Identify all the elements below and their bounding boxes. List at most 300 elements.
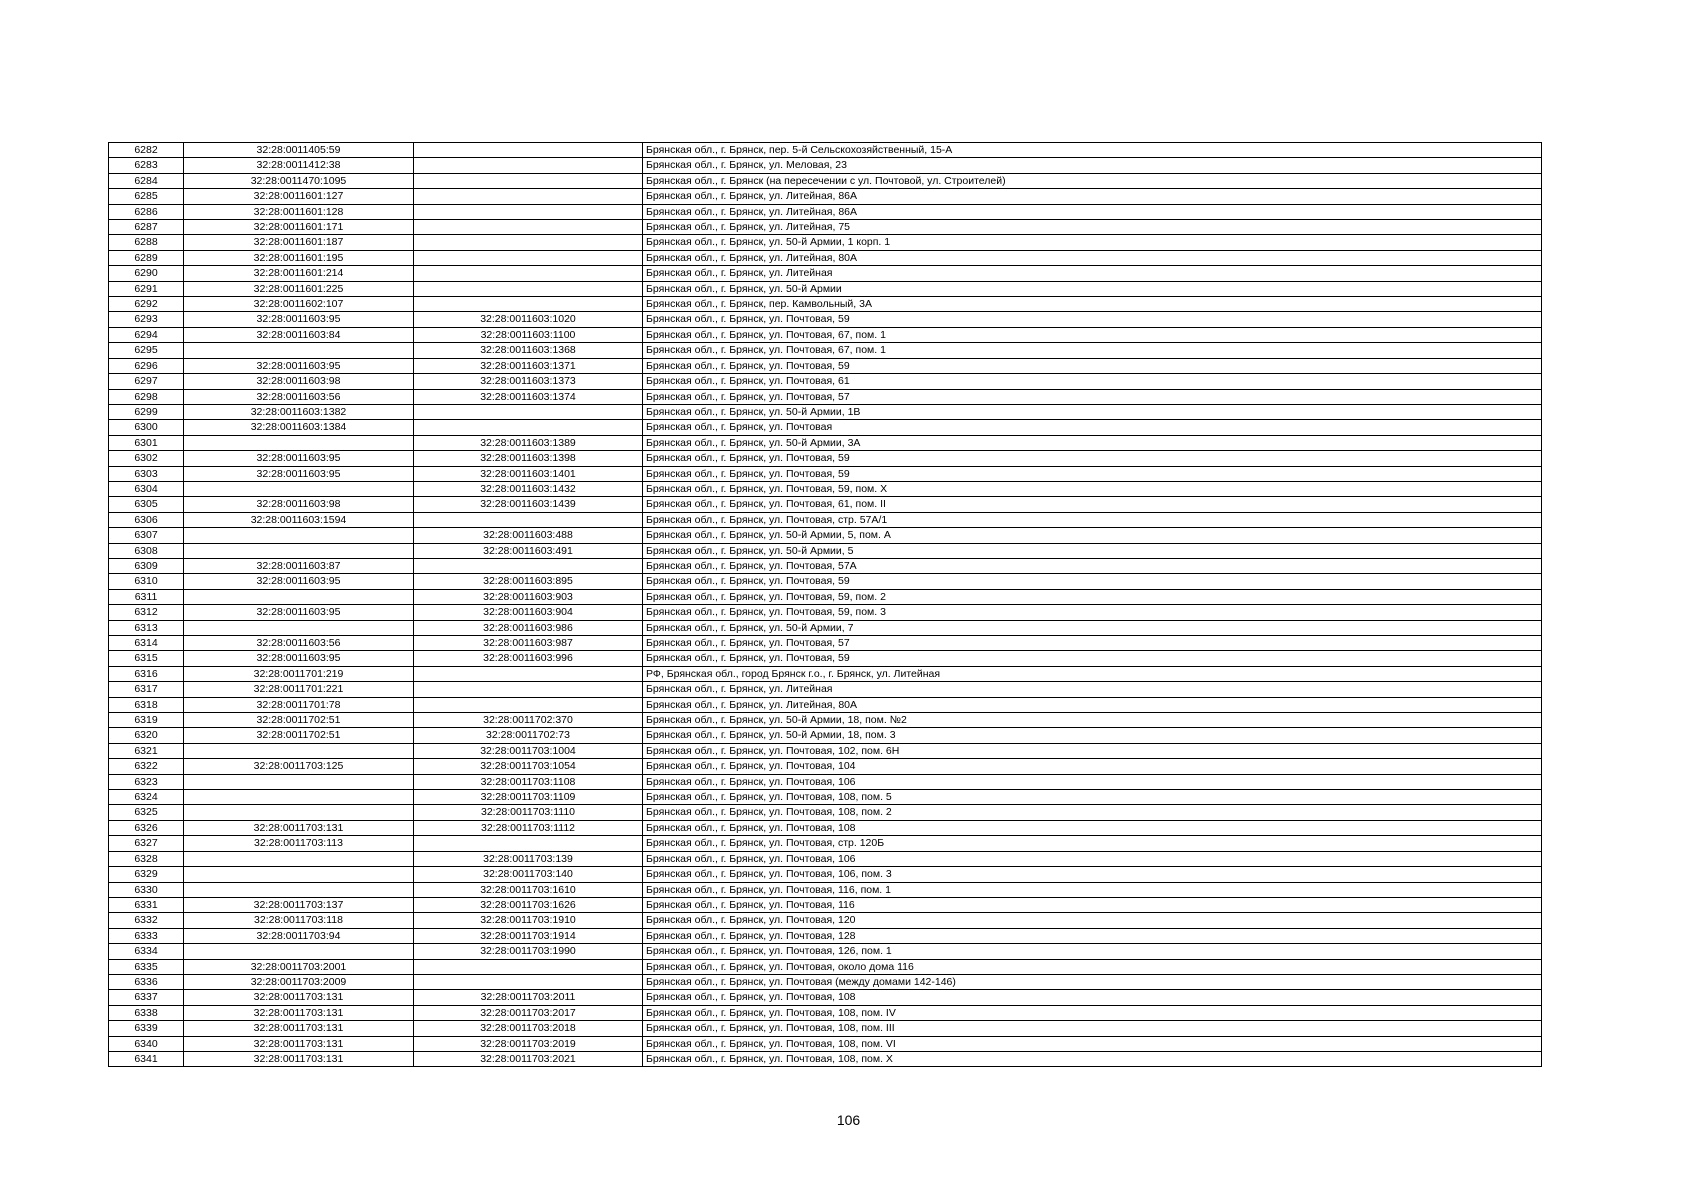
address-cell: Брянская обл., г. Брянск, ул. Литейная, 75	[643, 220, 1542, 235]
object-cadastral-number-cell	[414, 974, 643, 989]
address-cell: Брянская обл., г. Брянск, ул. 50-й Армии, 5	[643, 543, 1542, 558]
land-cadastral-number-cell	[184, 790, 414, 805]
object-cadastral-number-cell: 32:28:0011703:2019	[414, 1036, 643, 1051]
row-number-cell: 6312	[109, 605, 184, 620]
table-row	[109, 528, 1542, 543]
object-cadastral-number-cell: 32:28:0011703:2018	[414, 1021, 643, 1036]
row-number-cell: 6317	[109, 682, 184, 697]
object-cadastral-number-cell: 32:28:0011703:1109	[414, 790, 643, 805]
object-cadastral-number-cell: 32:28:0011703:1004	[414, 743, 643, 758]
object-cadastral-number-cell: 32:28:0011603:1432	[414, 481, 643, 496]
object-cadastral-number-cell: 32:28:0011703:1990	[414, 944, 643, 959]
row-number-cell: 6298	[109, 389, 184, 404]
table-row	[109, 250, 1542, 265]
land-cadastral-number-cell: 32:28:0011702:51	[184, 728, 414, 743]
row-number-cell: 6296	[109, 358, 184, 373]
row-number-cell: 6315	[109, 651, 184, 666]
land-cadastral-number-cell: 32:28:0011702:51	[184, 713, 414, 728]
land-cadastral-number-cell: 32:28:0011603:95	[184, 466, 414, 481]
row-number-cell: 6290	[109, 266, 184, 281]
object-cadastral-number-cell: 32:28:0011603:895	[414, 574, 643, 589]
address-cell: Брянская обл., г. Брянск, ул. Почтовая, 59	[643, 312, 1542, 327]
table-row	[109, 204, 1542, 219]
table-row	[109, 297, 1542, 312]
row-number-cell: 6324	[109, 790, 184, 805]
object-cadastral-number-cell: 32:28:0011603:987	[414, 636, 643, 651]
row-number-cell: 6309	[109, 558, 184, 573]
land-cadastral-number-cell: 32:28:0011703:94	[184, 928, 414, 943]
row-number-cell: 6299	[109, 404, 184, 419]
row-number-cell: 6283	[109, 158, 184, 173]
table-row	[109, 512, 1542, 527]
row-number-cell: 6287	[109, 220, 184, 235]
table-row	[109, 605, 1542, 620]
address-cell: Брянская обл., г. Брянск, ул. Почтовая, 108, пом. 5	[643, 790, 1542, 805]
row-number-cell: 6326	[109, 820, 184, 835]
land-cadastral-number-cell: 32:28:0011703:131	[184, 1021, 414, 1036]
table-row	[109, 790, 1542, 805]
address-cell: Брянская обл., г. Брянск, ул. Почтовая, 59	[643, 574, 1542, 589]
address-cell: Брянская обл., г. Брянск, ул. Почтовая, 59	[643, 651, 1542, 666]
table-row	[109, 636, 1542, 651]
table-row	[109, 235, 1542, 250]
address-cell: Брянская обл., г. Брянск, ул. Литейная, 86А	[643, 204, 1542, 219]
table-row	[109, 1051, 1542, 1066]
object-cadastral-number-cell	[414, 404, 643, 419]
land-cadastral-number-cell	[184, 435, 414, 450]
land-cadastral-number-cell: 32:28:0011703:118	[184, 913, 414, 928]
land-cadastral-number-cell: 32:28:0011603:95	[184, 451, 414, 466]
land-cadastral-number-cell: 32:28:0011601:127	[184, 189, 414, 204]
object-cadastral-number-cell: 32:28:0011603:986	[414, 620, 643, 635]
row-number-cell: 6289	[109, 250, 184, 265]
row-number-cell: 6333	[109, 928, 184, 943]
land-cadastral-number-cell: 32:28:0011703:125	[184, 759, 414, 774]
land-cadastral-number-cell: 32:28:0011405:59	[184, 143, 414, 158]
address-cell: Брянская обл., г. Брянск, ул. Почтовая	[643, 420, 1542, 435]
land-cadastral-number-cell	[184, 343, 414, 358]
table-row	[109, 466, 1542, 481]
object-cadastral-number-cell: 32:28:0011703:1626	[414, 897, 643, 912]
land-cadastral-number-cell: 32:28:0011603:1384	[184, 420, 414, 435]
table-row	[109, 944, 1542, 959]
row-number-cell: 6339	[109, 1021, 184, 1036]
table-row	[109, 913, 1542, 928]
table-row	[109, 867, 1542, 882]
row-number-cell: 6307	[109, 528, 184, 543]
land-cadastral-number-cell	[184, 805, 414, 820]
address-cell: Брянская обл., г. Брянск, ул. 50-й Армии, 5, пом. А	[643, 528, 1542, 543]
land-cadastral-number-cell	[184, 743, 414, 758]
object-cadastral-number-cell: 32:28:0011702:370	[414, 713, 643, 728]
address-cell: Брянская обл., г. Брянск, ул. Почтовая, стр. 57А/1	[643, 512, 1542, 527]
object-cadastral-number-cell: 32:28:0011603:1374	[414, 389, 643, 404]
address-cell: Брянская обл., г. Брянск, ул. Литейная, 80А	[643, 250, 1542, 265]
address-cell: Брянская обл., г. Брянск, ул. Литейная	[643, 266, 1542, 281]
row-number-cell: 6291	[109, 281, 184, 296]
land-cadastral-number-cell	[184, 481, 414, 496]
object-cadastral-number-cell: 32:28:0011703:1054	[414, 759, 643, 774]
row-number-cell: 6321	[109, 743, 184, 758]
address-cell: Брянская обл., г. Брянск, ул. Литейная, 80А	[643, 697, 1542, 712]
address-cell: РФ, Брянская обл., город Брянск г.о., г. Брянск, ул. Литейная	[643, 666, 1542, 681]
table-row	[109, 435, 1542, 450]
table-row	[109, 266, 1542, 281]
table-row	[109, 173, 1542, 188]
row-number-cell: 6288	[109, 235, 184, 250]
table-row	[109, 897, 1542, 912]
row-number-cell: 6286	[109, 204, 184, 219]
table-row	[109, 343, 1542, 358]
table-row	[109, 851, 1542, 866]
address-cell: Брянская обл., г. Брянск, ул. Почтовая, около дома 116	[643, 959, 1542, 974]
land-cadastral-number-cell: 32:28:0011701:78	[184, 697, 414, 712]
row-number-cell: 6308	[109, 543, 184, 558]
object-cadastral-number-cell: 32:28:0011703:1110	[414, 805, 643, 820]
address-cell: Брянская обл., г. Брянск, ул. Почтовая, 108, пом. X	[643, 1051, 1542, 1066]
address-cell: Брянская обл., г. Брянск, ул. Меловая, 23	[643, 158, 1542, 173]
row-number-cell: 6285	[109, 189, 184, 204]
address-cell: Брянская обл., г. Брянск, ул. Почтовая, 106	[643, 774, 1542, 789]
table-row	[109, 481, 1542, 496]
land-cadastral-number-cell: 32:28:0011703:2009	[184, 974, 414, 989]
table-row	[109, 620, 1542, 635]
object-cadastral-number-cell: 32:28:0011703:2011	[414, 990, 643, 1005]
address-cell: Брянская обл., г. Брянск, ул. Почтовая, 59, пом. 3	[643, 605, 1542, 620]
address-cell: Брянская обл., г. Брянск, ул. Почтовая, 126, пом. 1	[643, 944, 1542, 959]
row-number-cell: 6292	[109, 297, 184, 312]
object-cadastral-number-cell: 32:28:0011603:1389	[414, 435, 643, 450]
object-cadastral-number-cell: 32:28:0011603:488	[414, 528, 643, 543]
table-row	[109, 589, 1542, 604]
row-number-cell: 6282	[109, 143, 184, 158]
address-cell: Брянская обл., г. Брянск, ул. 50-й Армии, 1 корп. 1	[643, 235, 1542, 250]
object-cadastral-number-cell: 32:28:0011703:2021	[414, 1051, 643, 1066]
land-cadastral-number-cell: 32:28:0011470:1095	[184, 173, 414, 188]
row-number-cell: 6319	[109, 713, 184, 728]
table-row	[109, 666, 1542, 681]
row-number-cell: 6302	[109, 451, 184, 466]
table-row	[109, 451, 1542, 466]
land-cadastral-number-cell: 32:28:0011701:221	[184, 682, 414, 697]
land-cadastral-number-cell: 32:28:0011703:131	[184, 1051, 414, 1066]
address-cell: Брянская обл., г. Брянск, ул. Почтовая, 108, пом. III	[643, 1021, 1542, 1036]
row-number-cell: 6310	[109, 574, 184, 589]
land-cadastral-number-cell: 32:28:0011603:95	[184, 358, 414, 373]
object-cadastral-number-cell: 32:28:0011603:996	[414, 651, 643, 666]
row-number-cell: 6340	[109, 1036, 184, 1051]
address-cell: Брянская обл., г. Брянск, ул. Почтовая, 61	[643, 374, 1542, 389]
row-number-cell: 6335	[109, 959, 184, 974]
address-cell: Брянская обл., г. Брянск, ул. Почтовая, 59, пом. X	[643, 481, 1542, 496]
land-cadastral-number-cell: 32:28:0011703:137	[184, 897, 414, 912]
address-cell: Брянская обл., г. Брянск, ул. Почтовая (между домами 142-146)	[643, 974, 1542, 989]
land-cadastral-number-cell	[184, 944, 414, 959]
land-cadastral-number-cell: 32:28:0011603:98	[184, 497, 414, 512]
address-cell: Брянская обл., г. Брянск, ул. 50-й Армии	[643, 281, 1542, 296]
land-cadastral-number-cell: 32:28:0011603:95	[184, 651, 414, 666]
land-cadastral-number-cell: 32:28:0011601:187	[184, 235, 414, 250]
address-cell: Брянская обл., г. Брянск, ул. 50-й Армии, 3А	[643, 435, 1542, 450]
address-cell: Брянская обл., г. Брянск, ул. Почтовая, 116, пом. 1	[643, 882, 1542, 897]
land-cadastral-number-cell	[184, 543, 414, 558]
object-cadastral-number-cell	[414, 204, 643, 219]
table-row	[109, 882, 1542, 897]
row-number-cell: 6306	[109, 512, 184, 527]
table-row	[109, 358, 1542, 373]
object-cadastral-number-cell: 32:28:0011703:1914	[414, 928, 643, 943]
table-row	[109, 651, 1542, 666]
table-row	[109, 728, 1542, 743]
table-row	[109, 928, 1542, 943]
land-cadastral-number-cell: 32:28:0011602:107	[184, 297, 414, 312]
land-cadastral-number-cell: 32:28:0011603:56	[184, 389, 414, 404]
table-row	[109, 543, 1542, 558]
land-cadastral-number-cell: 32:28:0011703:113	[184, 836, 414, 851]
land-cadastral-number-cell: 32:28:0011703:131	[184, 1036, 414, 1051]
table-row	[109, 312, 1542, 327]
land-cadastral-number-cell	[184, 774, 414, 789]
land-cadastral-number-cell: 32:28:0011412:38	[184, 158, 414, 173]
row-number-cell: 6311	[109, 589, 184, 604]
table-row	[109, 697, 1542, 712]
land-cadastral-number-cell: 32:28:0011603:95	[184, 312, 414, 327]
row-number-cell: 6313	[109, 620, 184, 635]
address-cell: Брянская обл., г. Брянск, ул. Почтовая, 108, пом. 2	[643, 805, 1542, 820]
address-cell: Брянская обл., г. Брянск, ул. Почтовая, 102, пом. 6Н	[643, 743, 1542, 758]
row-number-cell: 6330	[109, 882, 184, 897]
row-number-cell: 6300	[109, 420, 184, 435]
address-cell: Брянская обл., г. Брянск, ул. Почтовая, 108	[643, 820, 1542, 835]
table-row	[109, 959, 1542, 974]
land-cadastral-number-cell: 32:28:0011603:95	[184, 605, 414, 620]
land-cadastral-number-cell: 32:28:0011601:128	[184, 204, 414, 219]
table-row	[109, 990, 1542, 1005]
address-cell: Брянская обл., г. Брянск, ул. Литейная	[643, 682, 1542, 697]
object-cadastral-number-cell: 32:28:0011703:1910	[414, 913, 643, 928]
address-cell: Брянская обл., г. Брянск, ул. Почтовая, 106, пом. 3	[643, 867, 1542, 882]
table-row	[109, 759, 1542, 774]
land-cadastral-number-cell	[184, 589, 414, 604]
object-cadastral-number-cell	[414, 836, 643, 851]
land-cadastral-number-cell: 32:28:0011601:195	[184, 250, 414, 265]
address-cell: Брянская обл., г. Брянск, ул. 50-й Армии, 1В	[643, 404, 1542, 419]
land-cadastral-number-cell: 32:28:0011701:219	[184, 666, 414, 681]
address-cell: Брянская обл., г. Брянск, ул. Почтовая, 108, пом. IV	[643, 1005, 1542, 1020]
row-number-cell: 6325	[109, 805, 184, 820]
row-number-cell: 6293	[109, 312, 184, 327]
object-cadastral-number-cell	[414, 666, 643, 681]
row-number-cell: 6332	[109, 913, 184, 928]
table-row	[109, 713, 1542, 728]
address-cell: Брянская обл., г. Брянск, ул. 50-й Армии, 7	[643, 620, 1542, 635]
object-cadastral-number-cell: 32:28:0011603:1439	[414, 497, 643, 512]
table-row	[109, 281, 1542, 296]
address-cell: Брянская обл., г. Брянск, ул. Почтовая, 120	[643, 913, 1542, 928]
land-cadastral-number-cell: 32:28:0011601:171	[184, 220, 414, 235]
land-cadastral-number-cell	[184, 882, 414, 897]
row-number-cell: 6322	[109, 759, 184, 774]
object-cadastral-number-cell	[414, 697, 643, 712]
object-cadastral-number-cell: 32:28:0011703:2017	[414, 1005, 643, 1020]
object-cadastral-number-cell: 32:28:0011703:1108	[414, 774, 643, 789]
table-row	[109, 420, 1542, 435]
table-row	[109, 1021, 1542, 1036]
object-cadastral-number-cell	[414, 281, 643, 296]
address-cell: Брянская обл., г. Брянск (на пересечении с ул. Почтовой, ул. Строителей)	[643, 173, 1542, 188]
object-cadastral-number-cell: 32:28:0011703:1112	[414, 820, 643, 835]
table-row	[109, 220, 1542, 235]
object-cadastral-number-cell: 32:28:0011603:491	[414, 543, 643, 558]
address-cell: Брянская обл., г. Брянск, пер. Камвольный, 3А	[643, 297, 1542, 312]
address-cell: Брянская обл., г. Брянск, ул. Почтовая, 106	[643, 851, 1542, 866]
row-number-cell: 6320	[109, 728, 184, 743]
address-cell: Брянская обл., г. Брянск, ул. 50-й Армии, 18, пом. 3	[643, 728, 1542, 743]
object-cadastral-number-cell	[414, 682, 643, 697]
land-cadastral-number-cell	[184, 867, 414, 882]
land-cadastral-number-cell: 32:28:0011603:56	[184, 636, 414, 651]
object-cadastral-number-cell: 32:28:0011603:1398	[414, 451, 643, 466]
land-cadastral-number-cell: 32:28:0011601:225	[184, 281, 414, 296]
land-cadastral-number-cell: 32:28:0011603:98	[184, 374, 414, 389]
row-number-cell: 6327	[109, 836, 184, 851]
land-cadastral-number-cell: 32:28:0011703:131	[184, 1005, 414, 1020]
land-cadastral-number-cell: 32:28:0011603:95	[184, 574, 414, 589]
table-row	[109, 836, 1542, 851]
address-cell: Брянская обл., г. Брянск, ул. 50-й Армии, 18, пом. №2	[643, 713, 1542, 728]
object-cadastral-number-cell: 32:28:0011603:903	[414, 589, 643, 604]
table-row	[109, 143, 1542, 158]
object-cadastral-number-cell: 32:28:0011703:1610	[414, 882, 643, 897]
object-cadastral-number-cell	[414, 266, 643, 281]
address-cell: Брянская обл., г. Брянск, ул. Почтовая, 59	[643, 358, 1542, 373]
address-cell: Брянская обл., г. Брянск, ул. Почтовая, 67, пом. 1	[643, 343, 1542, 358]
object-cadastral-number-cell: 32:28:0011603:904	[414, 605, 643, 620]
table-row	[109, 682, 1542, 697]
table-row	[109, 327, 1542, 342]
row-number-cell: 6301	[109, 435, 184, 450]
row-number-cell: 6341	[109, 1051, 184, 1066]
row-number-cell: 6323	[109, 774, 184, 789]
row-number-cell: 6284	[109, 173, 184, 188]
registry-table	[108, 142, 1542, 1067]
object-cadastral-number-cell	[414, 158, 643, 173]
table-row	[109, 574, 1542, 589]
table-row	[109, 158, 1542, 173]
address-cell: Брянская обл., г. Брянск, ул. Почтовая, 128	[643, 928, 1542, 943]
land-cadastral-number-cell	[184, 528, 414, 543]
address-cell: Брянская обл., г. Брянск, ул. Почтовая, 59, пом. 2	[643, 589, 1542, 604]
row-number-cell: 6328	[109, 851, 184, 866]
object-cadastral-number-cell: 32:28:0011703:140	[414, 867, 643, 882]
object-cadastral-number-cell: 32:28:0011603:1368	[414, 343, 643, 358]
row-number-cell: 6334	[109, 944, 184, 959]
object-cadastral-number-cell: 32:28:0011603:1020	[414, 312, 643, 327]
address-cell: Брянская обл., г. Брянск, ул. Почтовая, 61, пом. II	[643, 497, 1542, 512]
row-number-cell: 6337	[109, 990, 184, 1005]
row-number-cell: 6331	[109, 897, 184, 912]
row-number-cell: 6338	[109, 1005, 184, 1020]
object-cadastral-number-cell	[414, 297, 643, 312]
land-cadastral-number-cell: 32:28:0011601:214	[184, 266, 414, 281]
address-cell: Брянская обл., г. Брянск, ул. Почтовая, стр. 120Б	[643, 836, 1542, 851]
address-cell: Брянская обл., г. Брянск, ул. Почтовая, 57	[643, 636, 1542, 651]
address-cell: Брянская обл., г. Брянск, пер. 5-й Сельскохозяйственный, 15-А	[643, 143, 1542, 158]
table-row	[109, 743, 1542, 758]
row-number-cell: 6318	[109, 697, 184, 712]
address-cell: Брянская обл., г. Брянск, ул. Почтовая, 59	[643, 466, 1542, 481]
object-cadastral-number-cell	[414, 250, 643, 265]
land-cadastral-number-cell: 32:28:0011603:87	[184, 558, 414, 573]
object-cadastral-number-cell: 32:28:0011603:1371	[414, 358, 643, 373]
page-number: 106	[836, 1112, 861, 1128]
object-cadastral-number-cell: 32:28:0011703:139	[414, 851, 643, 866]
row-number-cell: 6314	[109, 636, 184, 651]
land-cadastral-number-cell: 32:28:0011603:1382	[184, 404, 414, 419]
table-row	[109, 404, 1542, 419]
land-cadastral-number-cell	[184, 851, 414, 866]
object-cadastral-number-cell	[414, 143, 643, 158]
object-cadastral-number-cell: 32:28:0011603:1373	[414, 374, 643, 389]
land-cadastral-number-cell: 32:28:0011603:84	[184, 327, 414, 342]
object-cadastral-number-cell: 32:28:0011603:1401	[414, 466, 643, 481]
registry-table-body	[109, 143, 1542, 1067]
table-row	[109, 820, 1542, 835]
table-row	[109, 805, 1542, 820]
row-number-cell: 6336	[109, 974, 184, 989]
object-cadastral-number-cell	[414, 220, 643, 235]
object-cadastral-number-cell: 32:28:0011702:73	[414, 728, 643, 743]
row-number-cell: 6294	[109, 327, 184, 342]
table-row	[109, 774, 1542, 789]
object-cadastral-number-cell: 32:28:0011603:1100	[414, 327, 643, 342]
address-cell: Брянская обл., г. Брянск, ул. Почтовая, 57	[643, 389, 1542, 404]
address-cell: Брянская обл., г. Брянск, ул. Литейная, 86А	[643, 189, 1542, 204]
row-number-cell: 6305	[109, 497, 184, 512]
land-cadastral-number-cell: 32:28:0011703:2001	[184, 959, 414, 974]
object-cadastral-number-cell	[414, 558, 643, 573]
table-row	[109, 974, 1542, 989]
address-cell: Брянская обл., г. Брянск, ул. Почтовая, 108, пом. VI	[643, 1036, 1542, 1051]
table-row	[109, 374, 1542, 389]
row-number-cell: 6295	[109, 343, 184, 358]
land-cadastral-number-cell: 32:28:0011603:1594	[184, 512, 414, 527]
row-number-cell: 6316	[109, 666, 184, 681]
row-number-cell: 6297	[109, 374, 184, 389]
address-cell: Брянская обл., г. Брянск, ул. Почтовая, 67, пом. 1	[643, 327, 1542, 342]
row-number-cell: 6329	[109, 867, 184, 882]
object-cadastral-number-cell	[414, 235, 643, 250]
row-number-cell: 6303	[109, 466, 184, 481]
table-row	[109, 189, 1542, 204]
object-cadastral-number-cell	[414, 189, 643, 204]
land-cadastral-number-cell	[184, 620, 414, 635]
address-cell: Брянская обл., г. Брянск, ул. Почтовая, 57А	[643, 558, 1542, 573]
row-number-cell: 6304	[109, 481, 184, 496]
object-cadastral-number-cell	[414, 420, 643, 435]
table-row	[109, 1005, 1542, 1020]
table-row	[109, 497, 1542, 512]
table-row	[109, 389, 1542, 404]
address-cell: Брянская обл., г. Брянск, ул. Почтовая, 116	[643, 897, 1542, 912]
address-cell: Брянская обл., г. Брянск, ул. Почтовая, 59	[643, 451, 1542, 466]
land-cadastral-number-cell: 32:28:0011703:131	[184, 820, 414, 835]
table-row	[109, 558, 1542, 573]
object-cadastral-number-cell	[414, 959, 643, 974]
address-cell: Брянская обл., г. Брянск, ул. Почтовая, 108	[643, 990, 1542, 1005]
address-cell: Брянская обл., г. Брянск, ул. Почтовая, 104	[643, 759, 1542, 774]
land-cadastral-number-cell: 32:28:0011703:131	[184, 990, 414, 1005]
